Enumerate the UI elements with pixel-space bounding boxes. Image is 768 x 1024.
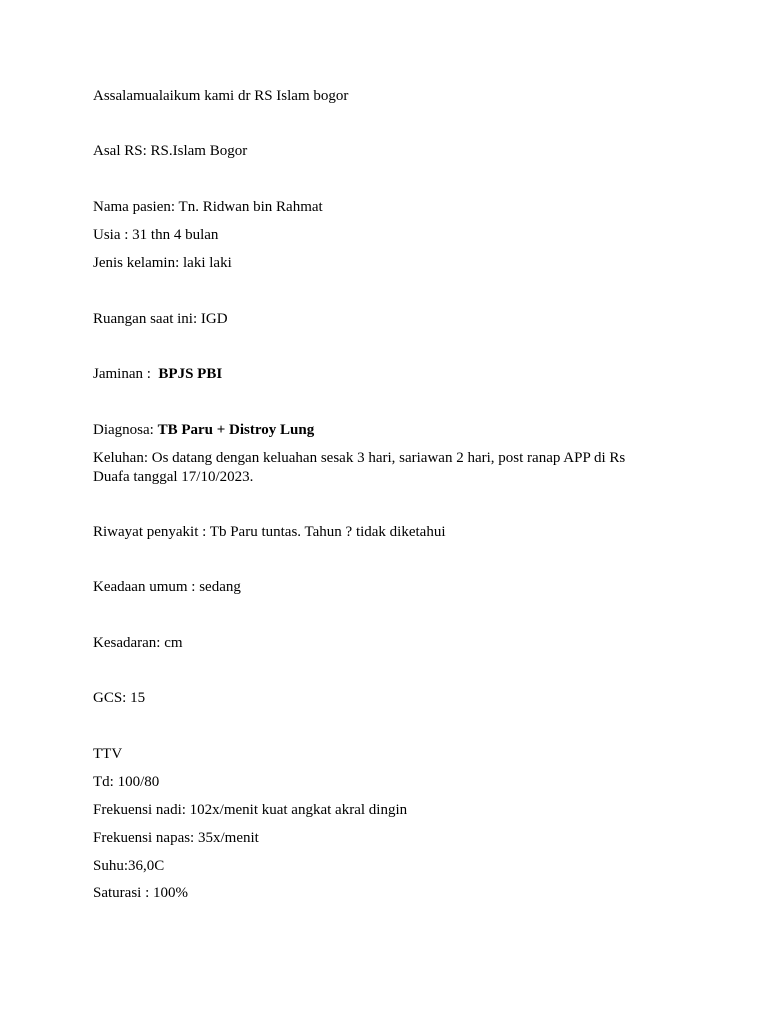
keadaan-umum-line (93, 578, 241, 597)
jenis-kelamin-line (93, 254, 232, 273)
kesadaran-label: Kesadaran: (93, 635, 161, 651)
diagnosa-line (93, 421, 314, 440)
suhu-value: 36,0C (128, 858, 165, 874)
saturasi-label: Saturasi : (93, 885, 150, 901)
nama-pasien-line (93, 198, 323, 217)
usia-label: Usia : (93, 227, 129, 243)
ttv-heading: TTV (93, 746, 123, 762)
asal-rs-value: RS.Islam Bogor (150, 143, 248, 159)
suhu-line (93, 857, 164, 876)
usia-value: 31 thn 4 bulan (132, 227, 219, 243)
keluhan-line (93, 449, 663, 487)
asal-rs-line (93, 142, 247, 161)
suhu-label: Suhu: (93, 858, 129, 874)
jaminan-value: BPJS PBI (158, 366, 223, 382)
ruangan-label: Ruangan saat ini: (93, 311, 198, 327)
riwayat-label: Riwayat penyakit : (93, 524, 207, 540)
keluhan-value: Os datang dengan keluahan sesak 3 hari, sariawan 2 hari, post ranap APP di Rs Duafa tanggal 17/10/2023. (93, 450, 626, 485)
greeting: Assalamualaikum kami dr RS Islam bogor (93, 88, 349, 104)
ruangan-line (93, 310, 228, 329)
napas-line (93, 829, 259, 848)
nadi-label: Frekuensi nadi: (93, 802, 186, 818)
napas-value: 35x/menit (197, 830, 259, 846)
gcs-line (93, 689, 145, 708)
saturasi-line (93, 884, 188, 903)
td-line (93, 773, 159, 792)
riwayat-line (93, 523, 446, 542)
nama-pasien-value: Tn. Ridwan bin Rahmat (178, 199, 323, 215)
keadaan-umum-label: Keadaan umum : (93, 579, 196, 595)
asal-rs-label: Asal RS: (93, 143, 147, 159)
riwayat-value: Tb Paru tuntas. Tahun ? tidak diketahui (209, 524, 446, 540)
jaminan-label: Jaminan : (93, 366, 151, 382)
usia-line (93, 226, 218, 245)
nadi-value: 102x/menit kuat angkat akral dingin (189, 802, 408, 818)
kesadaran-value: cm (164, 635, 183, 651)
diagnosa-label: Diagnosa: (93, 422, 154, 438)
gcs-label: GCS: (93, 690, 127, 706)
kesadaran-line (93, 634, 183, 653)
jenis-kelamin-label: Jenis kelamin: (93, 255, 180, 271)
saturasi-value: 100% (153, 885, 188, 901)
jaminan-line (93, 365, 222, 384)
td-label: Td: (93, 774, 114, 790)
jenis-kelamin-value: laki laki (183, 255, 232, 271)
napas-label: Frekuensi napas: (93, 830, 195, 846)
td-value: 100/80 (117, 774, 160, 790)
nadi-line (93, 801, 407, 820)
nama-pasien-label: Nama pasien: (93, 199, 176, 215)
diagnosa-value: TB Paru + Distroy Lung (157, 422, 315, 438)
keluhan-label: Keluhan: (93, 450, 148, 466)
keadaan-umum-value: sedang (199, 579, 241, 595)
ruangan-value: IGD (200, 311, 228, 327)
gcs-value: 15 (130, 690, 146, 706)
